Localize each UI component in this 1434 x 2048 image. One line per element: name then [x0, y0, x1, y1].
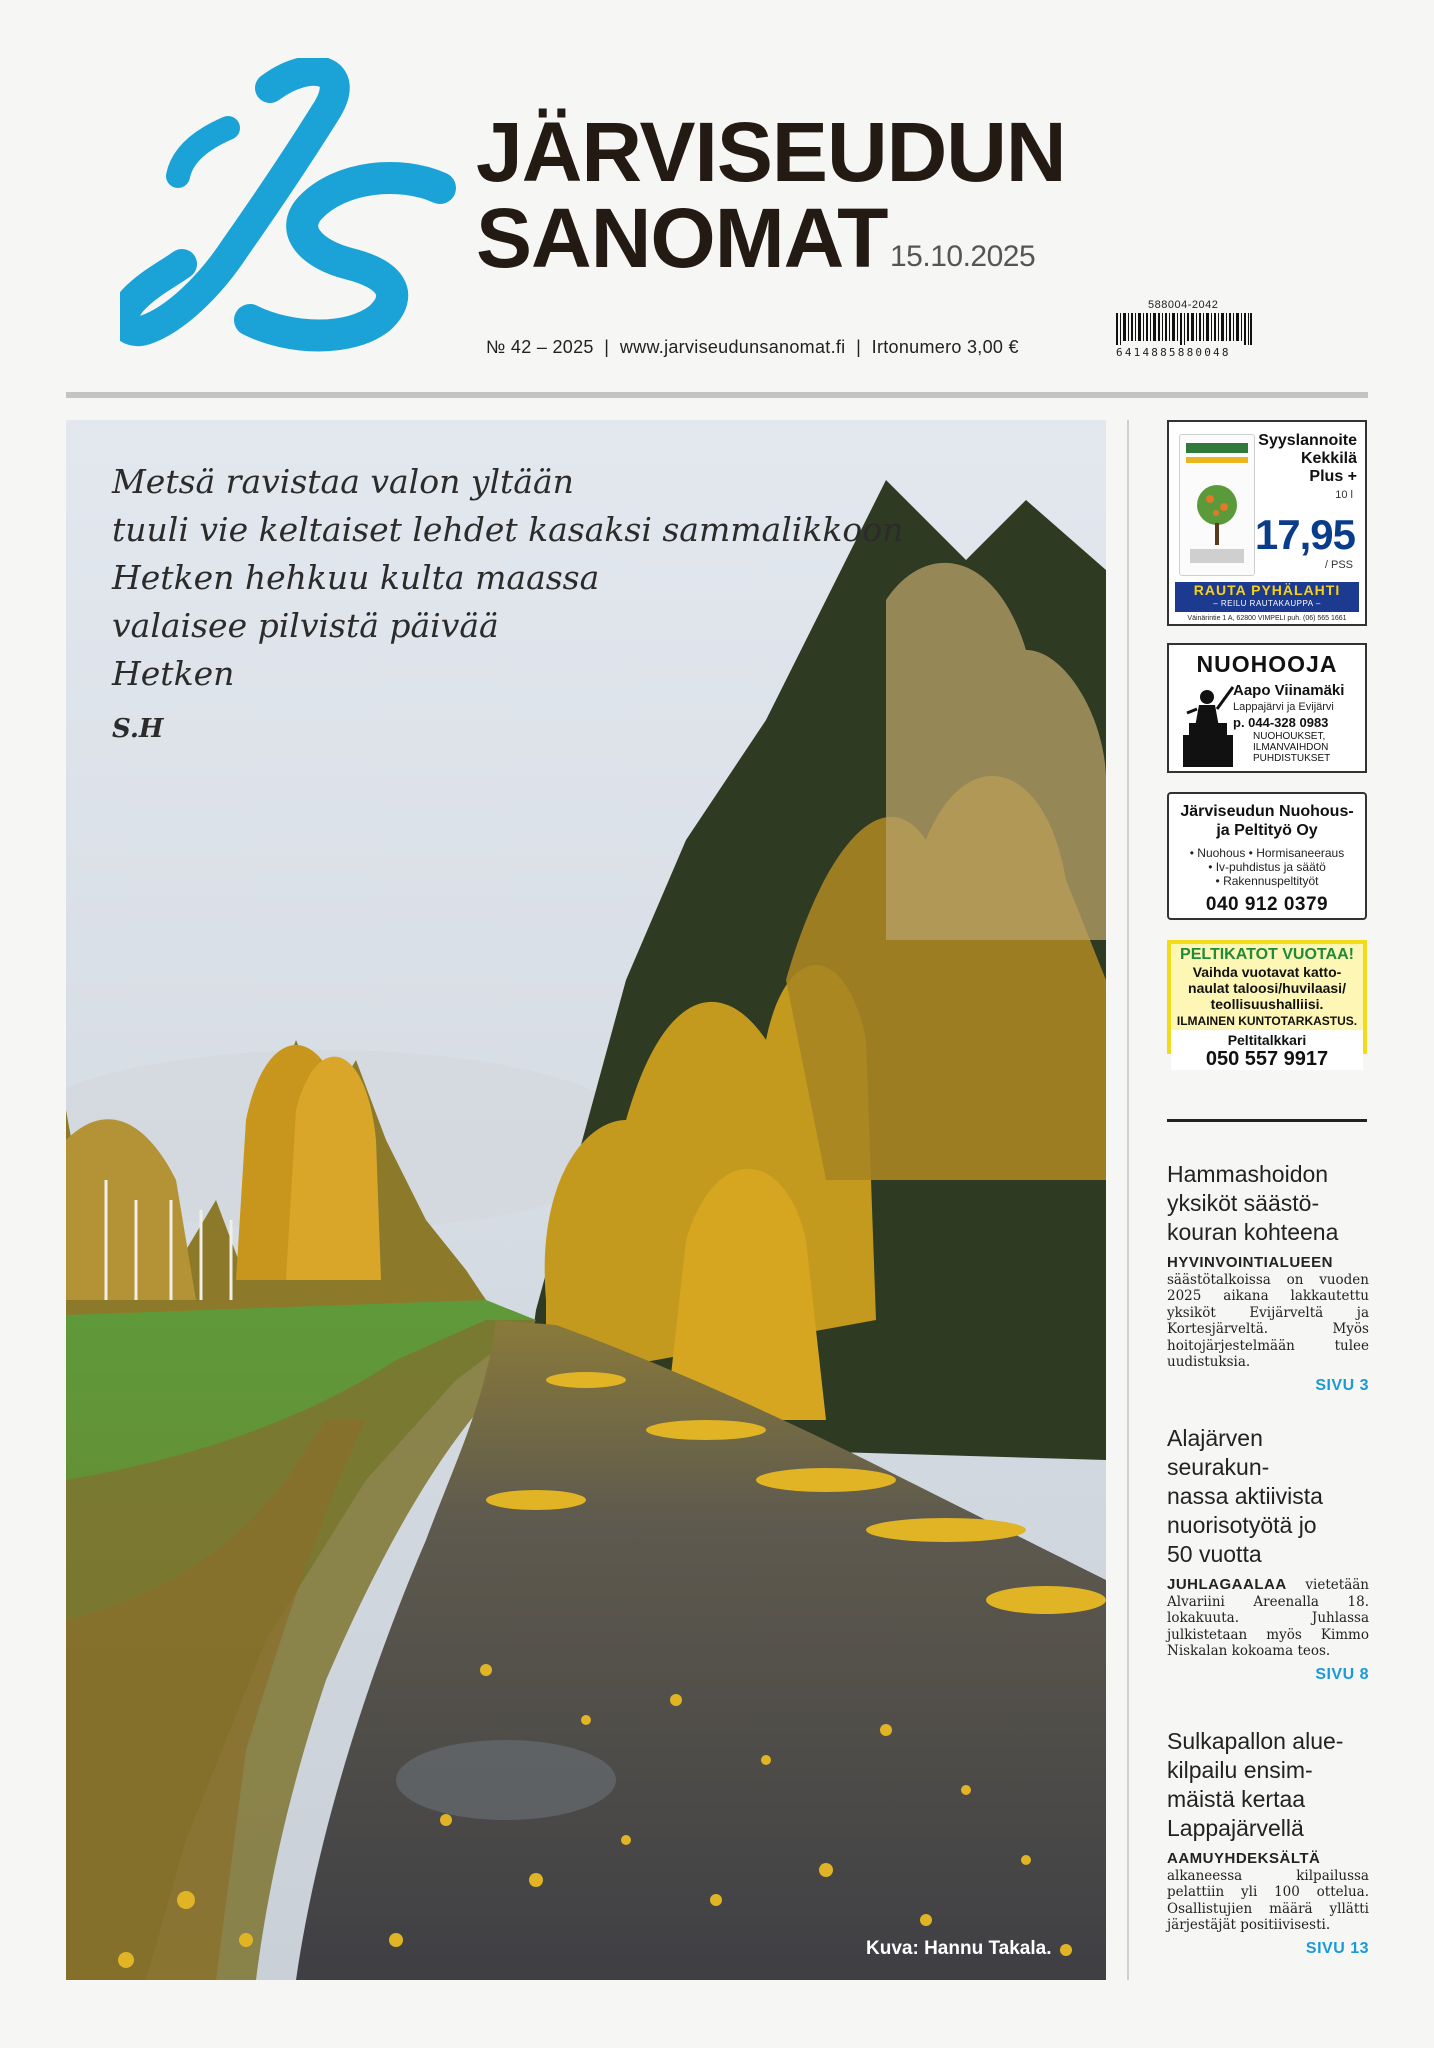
- column-divider: [1127, 420, 1129, 1980]
- story-teaser[interactable]: [1167, 1727, 1369, 1958]
- story-page-link[interactable]: SIVU 8: [1315, 1665, 1369, 1683]
- barcode-digits: 6414885880048: [1116, 346, 1231, 359]
- cover-poem: [112, 458, 912, 744]
- service-list: • Nuohous • Hormisaneeraus • Iv-puhdistus ja säätö • Rakennuspeltityöt: [1189, 846, 1345, 888]
- story-lead: JUHLAGAALAA vietetään Alvariini Areenalla 18. lokakuuta. Juhlassa julkistetaan myös Kimmo Niskalan kokoama teos.: [1167, 1576, 1369, 1659]
- sweep-name: Aapo Viinamäki: [1233, 682, 1345, 699]
- issue-date: 15.10.2025: [890, 240, 1036, 273]
- story-lead: AAMUYHDEKSÄLTÄ alkaneessa kilpailussa pelattiin yli 100 ottelua. Osallistujien määrä yllätti järjestäjät positiivisesti.: [1167, 1850, 1369, 1933]
- ad-fertilizer[interactable]: [1167, 420, 1367, 626]
- newspaper-title-line1: JÄRVISEUDUN: [476, 105, 1066, 199]
- ad-inspection-offer: ILMAINEN KUNTOTARKASTUS.: [1176, 1014, 1358, 1028]
- ad-body: Vaihda vuotavat katto- naulat taloosi/huvilaasi/ teollisuushalliisi.: [1188, 964, 1346, 1012]
- sweep-area: Lappajärvi ja Evijärvi: [1233, 701, 1334, 713]
- poem-signature: S.H: [112, 714, 164, 744]
- fertilizer-bag-image: [1179, 434, 1255, 576]
- company-phone: 040 912 0379: [1205, 894, 1329, 915]
- sweep-services: NUOHOUKSET, ILMANVAIHDON PUHDISTUKSET: [1253, 731, 1331, 764]
- story-headline: Sulkapallon alue- kilpailu ensim- mäistä kertaa Lappajärvellä: [1167, 1728, 1344, 1841]
- js-logo[interactable]: [120, 58, 460, 358]
- issue-info-line: № 42 – 2025 | www.jarviseudunsanomat.fi | Irtonumero 3,00 €: [486, 337, 1019, 357]
- company-name: Järviseudun Nuohous- ja Peltityö Oy: [1180, 803, 1354, 839]
- ad-title: NUOHOOJA: [1196, 651, 1338, 677]
- ad-roof-repair[interactable]: [1167, 940, 1367, 1070]
- store-address: Väinärintie 1 A, 62800 VIMPELI puh. (06) 565 1661: [1187, 615, 1347, 622]
- ad-sheet-metal[interactable]: [1167, 792, 1367, 920]
- store-brand: RAUTA PYHÄLAHTI – REILU RAUTAKAUPPA –: [1175, 582, 1359, 612]
- masthead-divider: [66, 392, 1368, 398]
- product-name: Syyslannoite Kekkilä Plus +: [1258, 432, 1357, 485]
- story-teaser[interactable]: [1167, 1160, 1369, 1395]
- product-volume: 10 l: [1335, 489, 1353, 501]
- poem-line: valaisee pilvistä päivää: [112, 606, 499, 645]
- story-page-link[interactable]: SIVU 3: [1315, 1376, 1369, 1394]
- poem-line: Metsä ravistaa valon yltään: [112, 462, 574, 501]
- ad-chimney-sweep[interactable]: [1167, 643, 1367, 773]
- barcode-number: 588004-2042: [1148, 299, 1219, 311]
- story-teaser[interactable]: [1167, 1424, 1369, 1684]
- chimney-sweep-icon: [1177, 683, 1239, 767]
- ad-contact: Peltitalkkari 050 557 9917: [1171, 1030, 1363, 1070]
- poem-line: Hetken: [112, 654, 235, 693]
- story-headline: Alajärven seurakun- nassa aktiivista nuorisotyötä jo 50 vuotta: [1167, 1425, 1323, 1567]
- story-lead: HYVINVOINTIALUEEN säästötalkoissa on vuoden 2025 aikana lakkautettu yksiköt Evijärveltä ja Kortesjärveltä. Myös hoitojärjestelmään tulee uudistuksia.: [1167, 1254, 1369, 1370]
- story-page-link[interactable]: SIVU 13: [1305, 1939, 1369, 1957]
- newspaper-title-line2: SANOMAT: [476, 191, 888, 285]
- barcode: [1116, 313, 1252, 345]
- photo-credit: Kuva: Hannu Takala.: [866, 1938, 1052, 1959]
- poem-line: tuuli vie keltaiset lehdet kasaksi sammalikkoon: [112, 510, 904, 549]
- ad-headline: PELTIKATOT VUOTAA!: [1180, 946, 1354, 963]
- sidebar-divider: [1167, 1119, 1367, 1122]
- price-unit: / PSS: [1324, 559, 1353, 571]
- sweep-phone: p. 044-328 0983: [1233, 715, 1329, 730]
- product-price: 17,95: [1254, 511, 1355, 558]
- poem-line: Hetken hehkuu kulta maassa: [112, 558, 600, 597]
- story-headline: Hammashoidon yksiköt säästö- kouran kohteena: [1167, 1161, 1339, 1245]
